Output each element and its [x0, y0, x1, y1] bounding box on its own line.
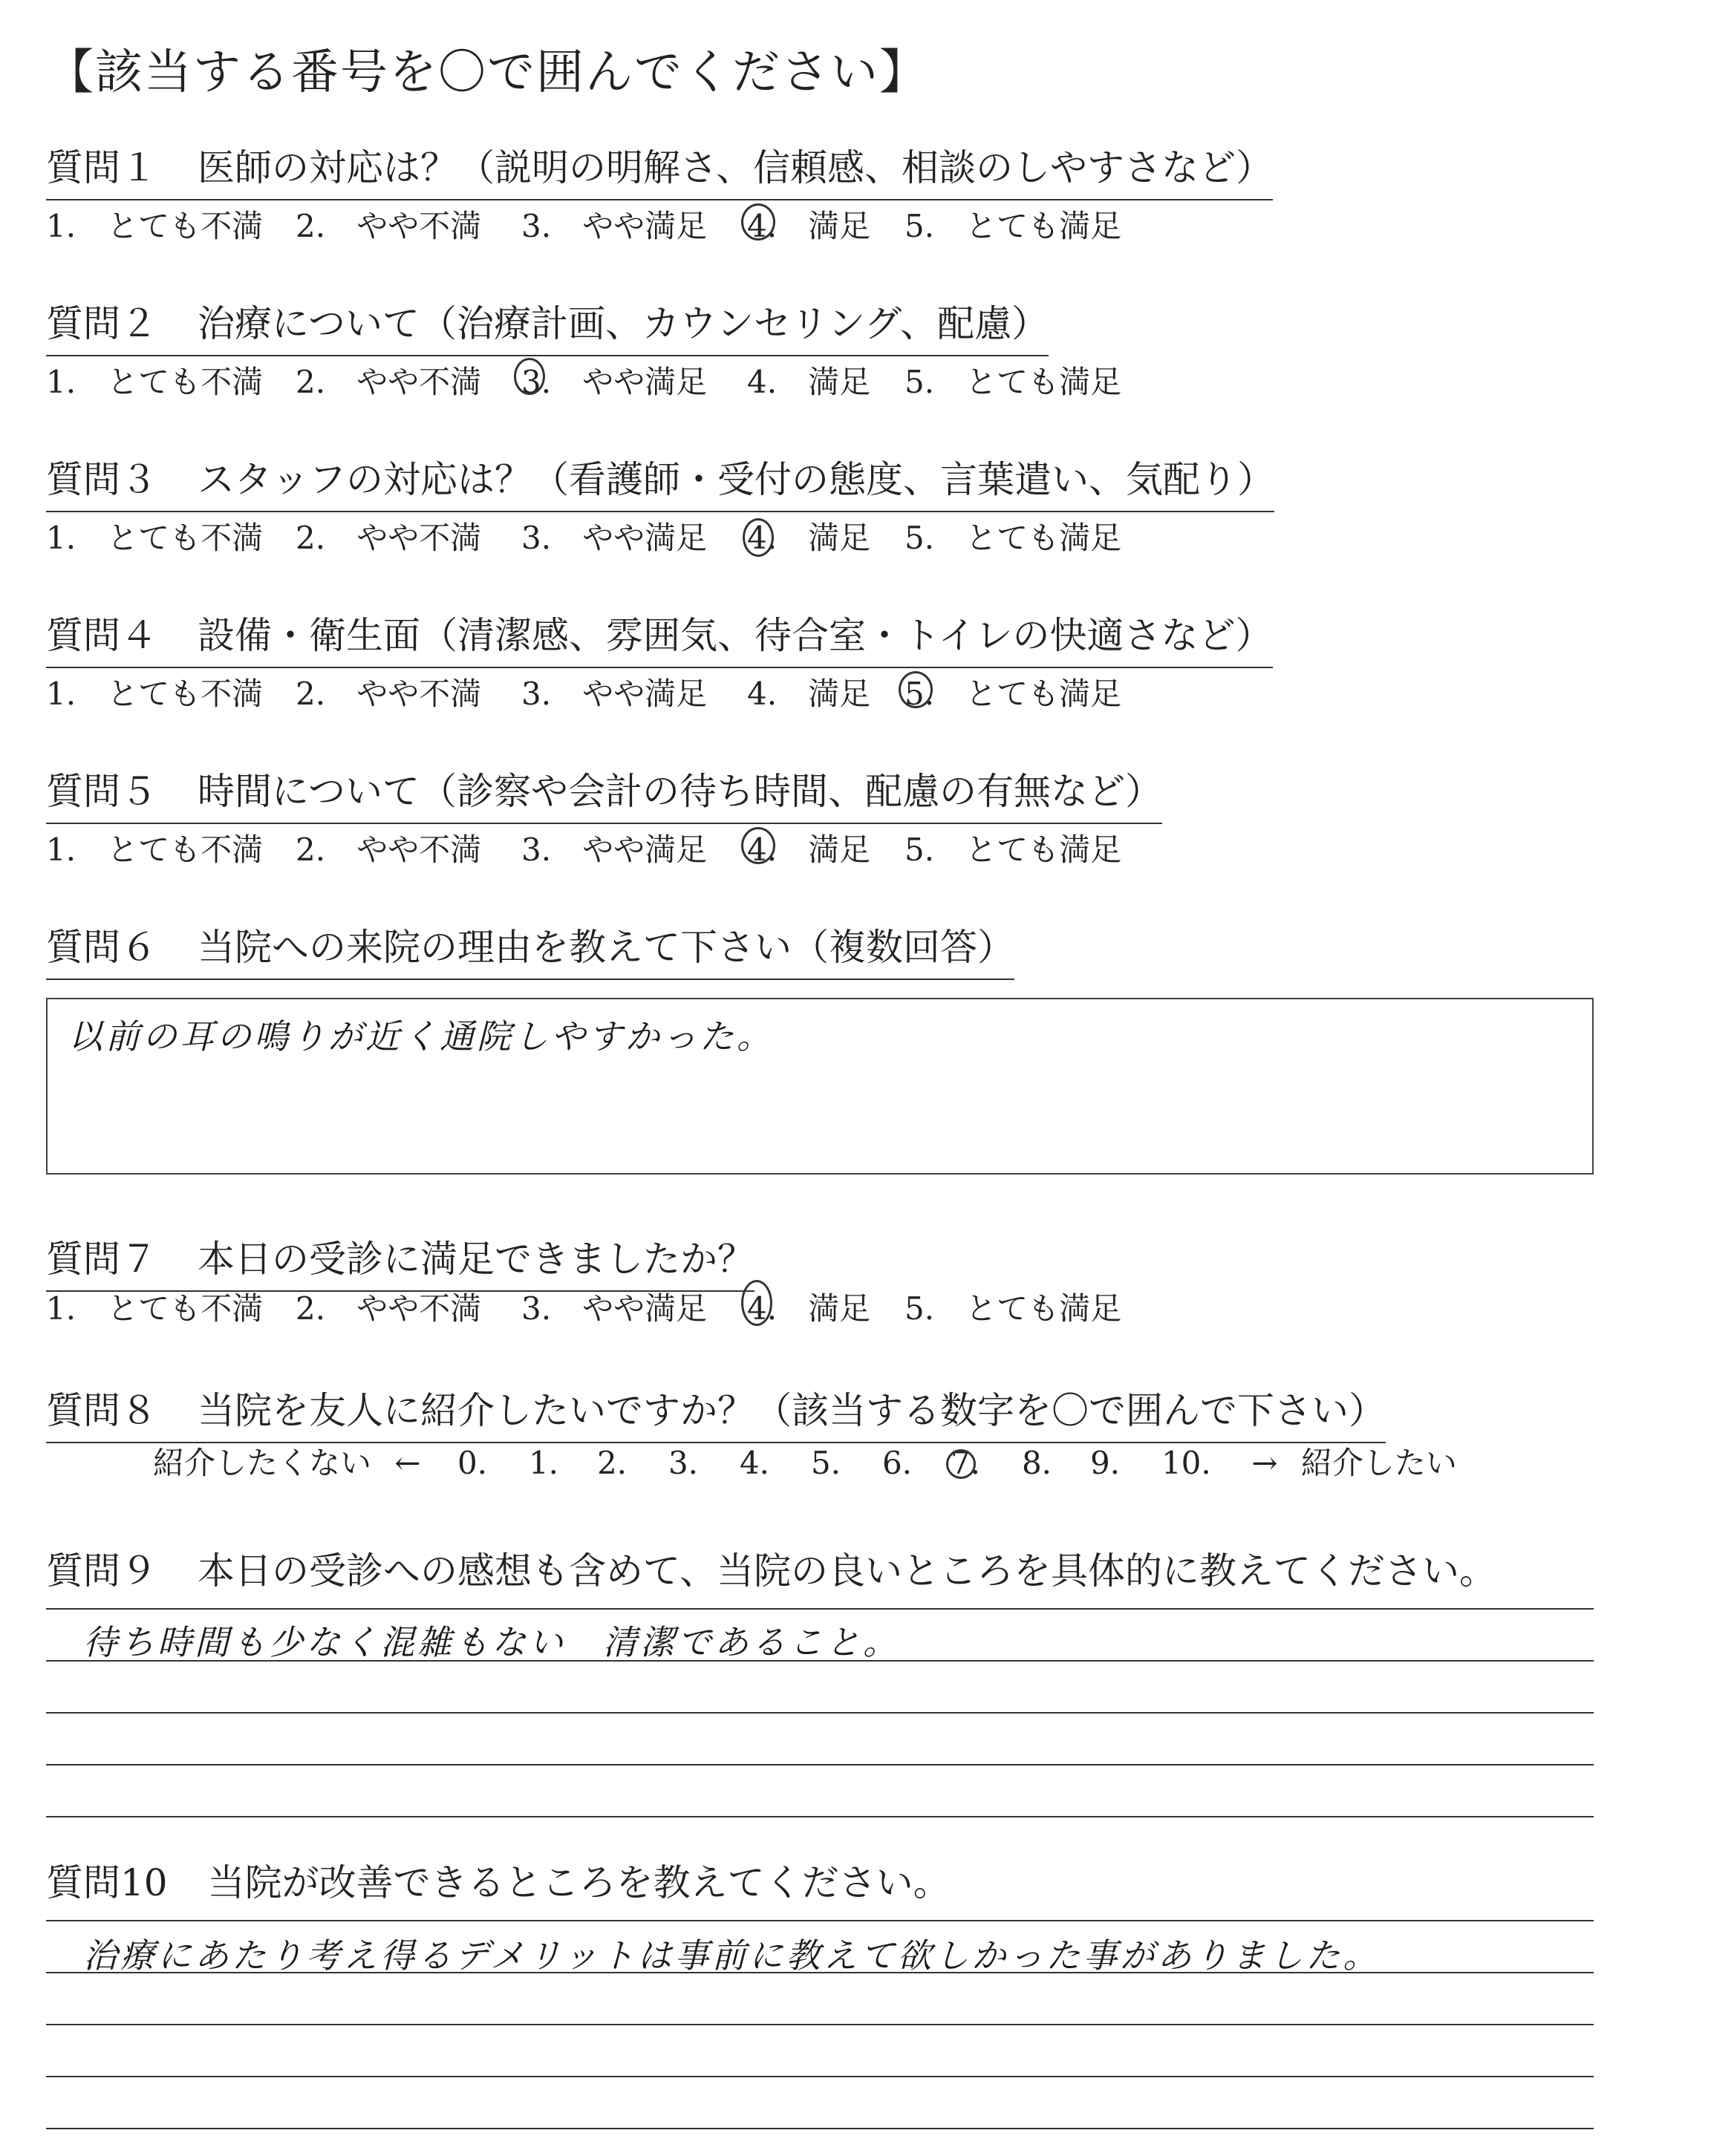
option-3[interactable]: 3. やや満足 [521, 832, 708, 868]
option-5[interactable]: 5. とても満足 [905, 364, 1122, 400]
option-2[interactable]: 2. やや不満 [296, 832, 482, 868]
question-number: 質問７ [46, 1238, 157, 1281]
option-5[interactable]: 5. とても満足 [905, 670, 1121, 714]
answer-line [46, 1972, 1594, 1973]
selected-circle-mark [741, 827, 775, 864]
answer-line [46, 2128, 1594, 2129]
option-5[interactable]: 5. とても満足 [905, 520, 1122, 556]
question-3-title [46, 450, 1274, 512]
question-6-title [46, 918, 1014, 980]
question-text: 設備・衛生面（清潔感、雰囲気、待合室・トイレの快適さなど） [198, 614, 1273, 657]
question-4-title [46, 606, 1273, 668]
option-2[interactable]: 2. やや不満 [296, 676, 482, 712]
scale-number-2[interactable]: 2. [596, 1445, 628, 1481]
option-5[interactable]: 5. とても満足 [905, 1290, 1122, 1327]
option-4[interactable]: 4. 満足 [747, 514, 905, 558]
selected-circle-mark [946, 1449, 976, 1479]
question-text: 時間について（診察や会計の待ち時間、配慮の有無など） [198, 770, 1162, 813]
question-text: スタッフの対応は？（看護師・受付の態度、言葉遣い、気配り） [198, 458, 1274, 501]
scale-number-6[interactable]: 6. [881, 1445, 913, 1481]
option-2[interactable]: 2. やや不満 [296, 208, 482, 244]
question-1-title [46, 138, 1273, 200]
option-1[interactable]: 1. とても不満 [46, 832, 264, 868]
left-arrow-icon: ← [394, 1445, 421, 1481]
question-number: 質問５ [46, 770, 157, 813]
question-10-title [46, 1853, 951, 1907]
question-3-options [46, 514, 1121, 558]
option-2[interactable]: 2. やや不満 [296, 1290, 482, 1327]
question-2-options [46, 358, 1121, 402]
answer-line [46, 1712, 1594, 1714]
selected-circle-mark [743, 518, 774, 557]
selected-circle-mark [514, 358, 545, 395]
option-3[interactable]: 3. やや満足 [521, 520, 708, 556]
option-3[interactable]: 3. やや満足 [521, 676, 708, 712]
option-1[interactable]: 1. とても不満 [46, 208, 264, 244]
question-5-options [46, 826, 1121, 870]
answer-line [46, 2024, 1594, 2025]
answer-line [46, 1920, 1594, 1921]
option-4[interactable]: 4. 満足 [747, 676, 871, 712]
option-4[interactable]: 4. 満足 [747, 1284, 905, 1329]
selected-circle-mark [741, 203, 775, 241]
scale-left-label: 紹介したくない [153, 1445, 372, 1481]
question-text: 当院を友人に紹介したいですか？（該当する数字を〇で囲んで下さい） [198, 1389, 1386, 1432]
right-arrow-icon: → [1251, 1445, 1278, 1481]
option-1[interactable]: 1. とても不満 [46, 520, 264, 556]
option-3[interactable]: 3. やや満足 [521, 208, 708, 244]
question-text: 本日の受診への感想も含めて、当院の良いところを具体的に教えてください。 [198, 1549, 1496, 1592]
option-5[interactable]: 5. とても満足 [905, 208, 1122, 244]
scale-number-5[interactable]: 5. [810, 1445, 841, 1481]
option-4[interactable]: 4. 満足 [747, 364, 871, 400]
question-number: 質問２ [46, 302, 157, 345]
answer-line [46, 1608, 1594, 1610]
question-number: 質問10 [46, 1861, 168, 1904]
referral-scale [153, 1439, 1457, 1483]
scale-number-4[interactable]: 4. [739, 1445, 770, 1481]
handwritten-answer-q10: 治療にあたり考え得るデメリットは事前に教えて欲しかった事がありました。 [83, 1936, 1381, 1976]
handwritten-answer-q6: 以前の耳の鳴りが近く通院しやすかった。 [68, 1016, 774, 1056]
question-text: 治療について（治療計画、カウンセリング、配慮） [198, 302, 1049, 345]
scale-right-label: 紹介したい [1300, 1445, 1457, 1481]
option-1[interactable]: 1. とても不満 [46, 1290, 264, 1327]
question-number: 質問８ [46, 1389, 157, 1432]
question-number: 質問６ [46, 926, 157, 969]
option-1[interactable]: 1. とても不満 [46, 364, 264, 400]
selected-circle-mark [899, 671, 933, 708]
question-1-options [46, 202, 1121, 246]
scale-number-10[interactable]: 10. [1161, 1445, 1211, 1481]
answer-line [46, 1660, 1594, 1662]
question-2-title [46, 294, 1049, 356]
option-5[interactable]: 5. とても満足 [905, 832, 1122, 868]
question-text: 本日の受診に満足できましたか？ [198, 1238, 755, 1281]
option-4[interactable]: 4. 満足 [747, 202, 905, 246]
option-3[interactable]: 3. やや満足 [521, 358, 747, 402]
option-1[interactable]: 1. とても不満 [46, 676, 264, 712]
question-8-title [46, 1381, 1386, 1443]
option-3[interactable]: 3. やや満足 [521, 1290, 708, 1327]
selected-circle-mark [741, 1280, 772, 1326]
question-9-title [46, 1541, 1496, 1595]
option-4[interactable]: 4. 満足 [747, 826, 905, 870]
answer-line [46, 2076, 1594, 2077]
question-text: 医師の対応は？（説明の明解さ、信頼感、相談のしやすさなど） [198, 146, 1273, 189]
scale-number-8[interactable]: 8. [1021, 1445, 1052, 1481]
question-text: 当院への来院の理由を教えて下さい（複数回答） [198, 926, 1014, 969]
question-7-options [46, 1284, 1121, 1329]
question-number: 質問４ [46, 614, 157, 657]
scale-number-7[interactable]: 7. [951, 1445, 1022, 1481]
question-number: 質問１ [46, 146, 157, 189]
question-number: 質問３ [46, 458, 157, 501]
scale-number-9[interactable]: 9. [1089, 1445, 1121, 1481]
scale-number-3[interactable]: 3. [668, 1445, 699, 1481]
question-number: 質問９ [46, 1549, 157, 1592]
handwritten-answer-q9: 待ち時間も少なく混雑もない 清潔であること。 [83, 1622, 900, 1662]
question-text: 当院が改善できるところを教えてください。 [207, 1861, 951, 1904]
answer-line [46, 1764, 1594, 1765]
question-7-title [46, 1229, 755, 1292]
question-4-options [46, 670, 1121, 714]
answer-line [46, 1816, 1594, 1817]
option-2[interactable]: 2. やや不満 [296, 520, 482, 556]
scale-number-0[interactable]: 0. [457, 1445, 488, 1481]
form-header: 【該当する番号を〇で囲んでください】 [46, 45, 928, 100]
option-2[interactable]: 2. やや不満 [296, 364, 482, 400]
question-5-title [46, 762, 1162, 824]
scale-number-1[interactable]: 1. [528, 1445, 559, 1481]
